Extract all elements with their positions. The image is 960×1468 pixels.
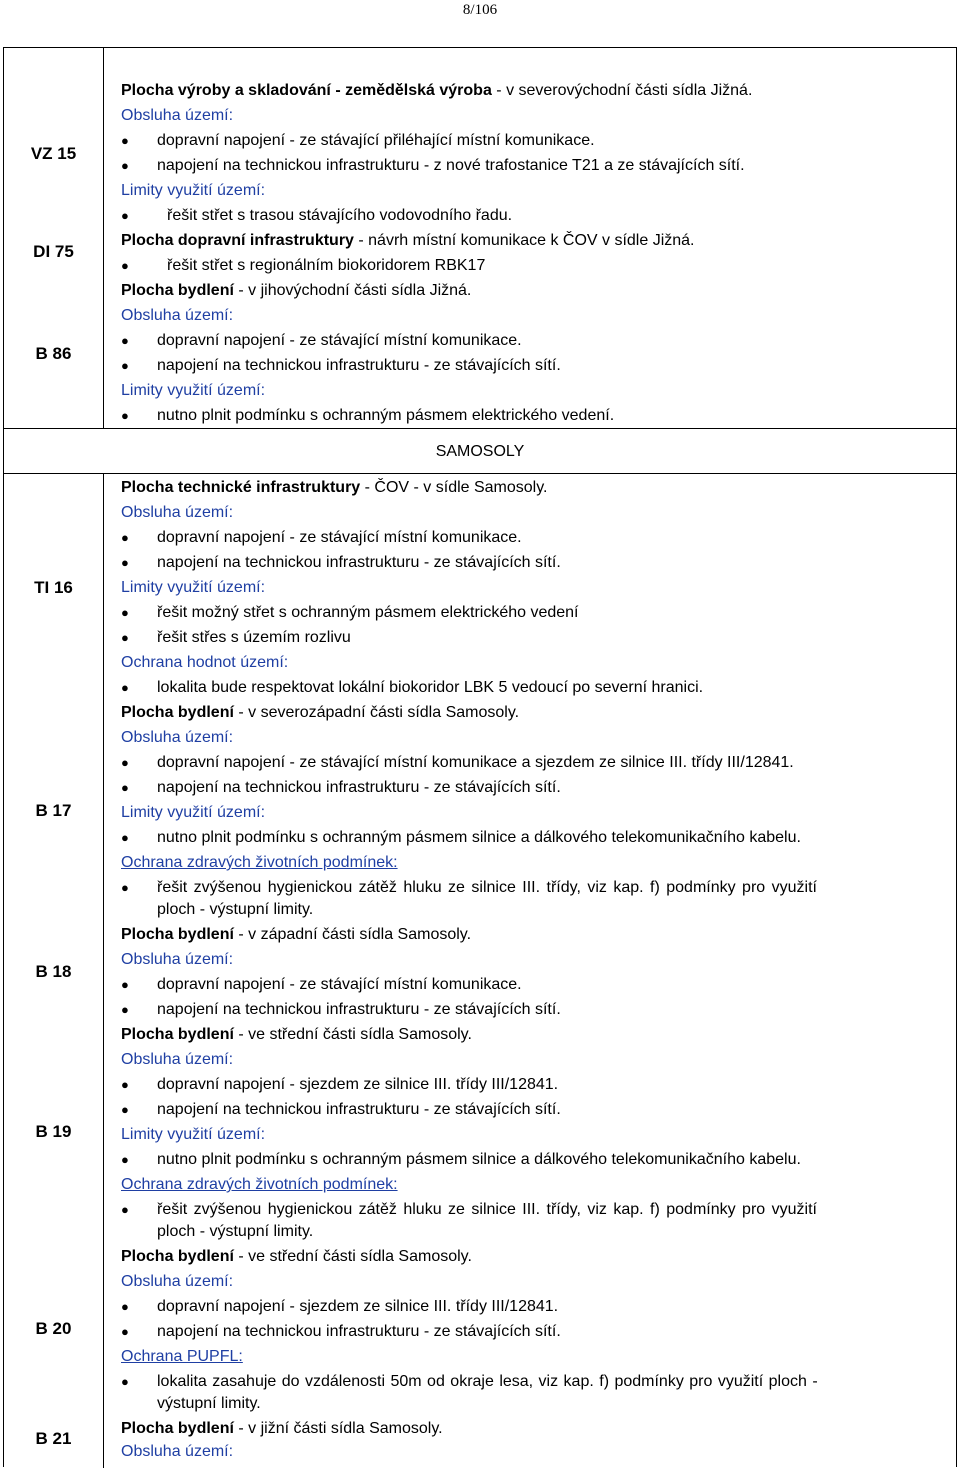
bullet-icon: ● xyxy=(121,605,129,620)
ti16-limit-2: řešit střes s územím rozlivu xyxy=(157,629,351,646)
bullet-icon: ● xyxy=(121,1002,129,1017)
bullet-icon: ● xyxy=(121,755,129,770)
code-di75: DI 75 xyxy=(33,242,74,261)
bullet-icon: ● xyxy=(121,530,129,545)
bullet-icon: ● xyxy=(121,208,129,223)
b18-title: Plocha bydlení - v západní části sídla Samosoly. xyxy=(121,926,472,943)
code-ti16: TI 16 xyxy=(34,578,73,597)
b21-title: Plocha bydlení - v jižní části sídla Samosoly. xyxy=(121,1420,443,1437)
bullet-icon: ● xyxy=(121,555,129,570)
b19-hluk-line-1: řešit zvýšenou hygienickou zátěž hluku ze silnice III. třídy, viz kap. f) podmínky pro využití xyxy=(157,1201,817,1218)
code-b19: B 19 xyxy=(35,1122,72,1141)
b19-obsluha-heading: Obsluha území: xyxy=(121,1051,234,1068)
b18-item-1: dopravní napojení - ze stávající místní komunikace. xyxy=(157,976,522,993)
b17-item-2: napojení na technickou infrastrukturu - ze stávajících sítí. xyxy=(157,779,561,796)
bullet-icon: ● xyxy=(121,630,129,645)
bullet-icon: ● xyxy=(121,1077,129,1092)
b17-item-1: dopravní napojení - ze stávající místní komunikace a sjezdem ze silnice III. třídy III/12841. xyxy=(157,754,794,771)
b19-ochrana-heading: Ochrana zdravých životních podmínek: xyxy=(121,1176,398,1193)
bullet-icon: ● xyxy=(121,358,129,373)
vz15-limity-heading: Limity využití území: xyxy=(121,182,266,199)
bullet-icon: ● xyxy=(121,1299,129,1314)
b86-item-2: napojení na technickou infrastrukturu - ze stávajících sítí. xyxy=(157,357,561,374)
b20-obsluha-heading: Obsluha území: xyxy=(121,1273,234,1290)
bullet-icon: ● xyxy=(121,977,129,992)
b20-pupfl-line-1: lokalita zasahuje do vzdálenosti 50m od okraje lesa, viz kap. f) podmínky pro využití ploch - xyxy=(157,1373,818,1390)
b18-obsluha-heading: Obsluha území: xyxy=(121,951,234,968)
b86-limit-1: nutno plnit podmínku s ochranným pásmem elektrického vedení. xyxy=(157,407,615,424)
code-b21: B 21 xyxy=(35,1429,72,1448)
row-divider xyxy=(4,473,956,474)
ti16-limit-1: řešit možný střet s ochranným pásmem elektrického vedení xyxy=(157,604,579,621)
code-b86: B 86 xyxy=(35,344,72,363)
bullet-icon: ● xyxy=(121,880,129,895)
b86-item-1: dopravní napojení - ze stávající místní komunikace. xyxy=(157,332,522,349)
b19-limit-1: nutno plnit podmínku s ochranným pásmem silnice a dálkového telekomunikačního kabelu. xyxy=(157,1151,801,1168)
b19-title: Plocha bydlení - ve střední části sídla Samosoly. xyxy=(121,1026,472,1043)
b17-limit-1: nutno plnit podmínku s ochranným pásmem silnice a dálkového telekomunikačního kabelu. xyxy=(157,829,801,846)
di75-item-1: řešit střet s regionálním biokoridorem RBK17 xyxy=(167,257,486,274)
regulation-table xyxy=(3,47,957,1467)
ti16-title: Plocha technické infrastruktury - ČOV - v sídle Samosoly. xyxy=(121,479,548,496)
b20-item-2: napojení na technickou infrastrukturu - ze stávajících sítí. xyxy=(157,1323,561,1340)
ti16-ochrana-heading: Ochrana hodnot území: xyxy=(121,654,289,671)
bullet-icon: ● xyxy=(121,680,129,695)
ti16-item-1: dopravní napojení - ze stávající místní komunikace. xyxy=(157,529,522,546)
bullet-icon: ● xyxy=(121,830,129,845)
bullet-icon: ● xyxy=(121,1102,129,1117)
b19-hluk-line-2: ploch - výstupní limity. xyxy=(157,1223,314,1240)
b17-ochrana-heading: Ochrana zdravých životních podmínek: xyxy=(121,854,398,871)
bullet-icon: ● xyxy=(121,333,129,348)
column-divider xyxy=(103,48,104,428)
b17-obsluha-heading: Obsluha území: xyxy=(121,729,234,746)
b19-limity-heading: Limity využití území: xyxy=(121,1126,266,1143)
vz15-limit-1: řešit střet s trasou stávajícího vodovodního řadu. xyxy=(167,207,513,224)
ti16-ochrana-1: lokalita bude respektovat lokální biokoridor LBK 5 vedoucí po severní hranici. xyxy=(157,679,704,696)
bullet-icon: ● xyxy=(121,1202,129,1217)
ti16-limity-heading: Limity využití území: xyxy=(121,579,266,596)
bullet-icon: ● xyxy=(121,408,129,423)
bullet-icon: ● xyxy=(121,1324,129,1339)
b86-obsluha-heading: Obsluha území: xyxy=(121,307,234,324)
bullet-icon: ● xyxy=(121,780,129,795)
code-b17: B 17 xyxy=(35,801,72,820)
di75-title: Plocha dopravní infrastruktury - návrh místní komunikace k ČOV v sídle Jižná. xyxy=(121,232,695,249)
vz15-title: Plocha výroby a skladování - zemědělská výroba - v severovýchodní části sídla Jižná. xyxy=(121,82,753,99)
code-vz15: VZ 15 xyxy=(30,144,77,163)
ti16-obsluha-heading: Obsluha území: xyxy=(121,504,234,521)
b20-item-1: dopravní napojení - sjezdem ze silnice III. třídy III/12841. xyxy=(157,1298,559,1315)
b21-obsluha-heading: Obsluha území: xyxy=(121,1443,234,1460)
section-title: SAMOSOLY xyxy=(435,443,525,460)
b19-item-1: dopravní napojení - sjezdem ze silnice III. třídy III/12841. xyxy=(157,1076,559,1093)
bullet-icon: ● xyxy=(121,258,129,273)
vz15-item-1: dopravní napojení - ze stávající přiléhající místní komunikace. xyxy=(157,132,595,149)
bullet-icon: ● xyxy=(121,158,129,173)
b20-pupfl-heading: Ochrana PUPFL: xyxy=(121,1348,243,1365)
page-number: 8/106 xyxy=(462,2,498,18)
code-b18: B 18 xyxy=(35,962,72,981)
b17-title: Plocha bydlení - v severozápadní části sídla Samosoly. xyxy=(121,704,520,721)
b86-title: Plocha bydlení - v jihovýchodní části sídla Jižná. xyxy=(121,282,472,299)
ti16-item-2: napojení na technickou infrastrukturu - ze stávajících sítí. xyxy=(157,554,561,571)
b19-item-2: napojení na technickou infrastrukturu - ze stávajících sítí. xyxy=(157,1101,561,1118)
column-divider xyxy=(103,473,104,1468)
vz15-obsluha-heading: Obsluha území: xyxy=(121,107,234,124)
b18-item-2: napojení na technickou infrastrukturu - ze stávajících sítí. xyxy=(157,1001,561,1018)
b17-limity-heading: Limity využití území: xyxy=(121,804,266,821)
bullet-icon: ● xyxy=(121,133,129,148)
row-divider xyxy=(4,428,956,429)
b20-pupfl-line-2: výstupní limity. xyxy=(157,1395,261,1412)
b17-hluk-line-1: řešit zvýšenou hygienickou zátěž hluku ze silnice III. třídy, viz kap. f) podmínky pro využití xyxy=(157,879,817,896)
bullet-icon: ● xyxy=(121,1374,129,1389)
b86-limity-heading: Limity využití území: xyxy=(121,382,266,399)
bullet-icon: ● xyxy=(121,1152,129,1167)
b20-title: Plocha bydlení - ve střední části sídla Samosoly. xyxy=(121,1248,472,1265)
vz15-item-2: napojení na technickou infrastrukturu - z nové trafostanice T21 a ze stávajících sítí. xyxy=(157,157,745,174)
b17-hluk-line-2: ploch - výstupní limity. xyxy=(157,901,314,918)
code-b20: B 20 xyxy=(35,1319,72,1338)
